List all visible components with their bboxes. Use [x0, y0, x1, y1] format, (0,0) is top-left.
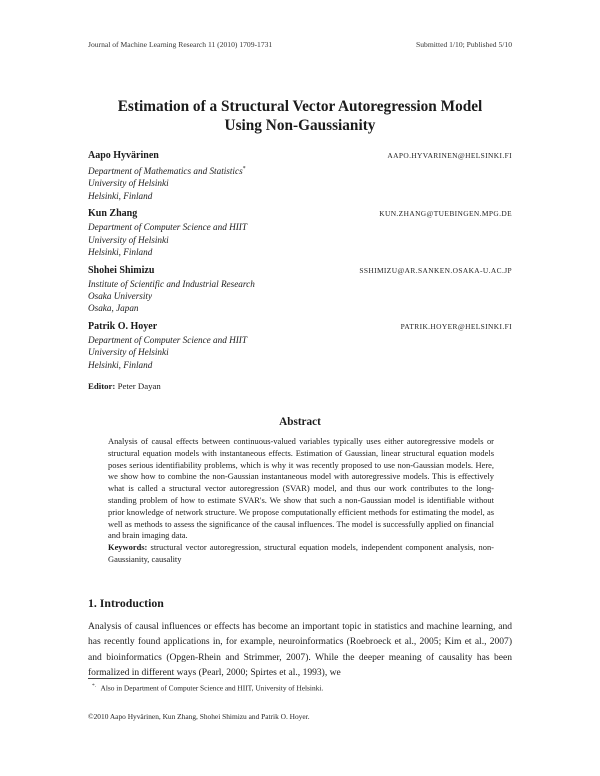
author-email[interactable]: PATRIK.HOYER@HELSINKI.FI [400, 321, 512, 331]
abstract-text: Analysis of causal effects between continuous-valued variables typically uses either autoregressive models or structural equation models with instantaneous effects. Estimation of Gaussian, linear structural equation models poses serious identifiability problems, which is why it was recently proposed to use non-Gaussian models. Here, we show how to combine the non-Gaussian instantaneous model with autoregressive models. This is effectively what is called a structural vector autoregression (SVAR) model, and thus our work contributes to the long-standing problem of how to estimate SVAR's. We show that such a non-Gaussian model is identifiable without prior knowledge of network structure. We propose computationally efficient methods for estimating the model, as well as methods to assess the significance of the causal influences. The model is successfully applied on financial and brain imaging data. [108, 436, 494, 541]
introduction-text: Analysis of causal influences or effects has become an important topic in statistics and machine learning, and has recently found applications in, for example, neuroinformatics (Roebroeck et al., 2005; Kim et al., 2007) and bioinformatics (Opgen-Rhein and Strimmer, 2007). While the deeper meaning of causality has been formalized in different ways (Pearl, 2000; Spirtes et al., 1993), we [88, 621, 512, 679]
affiliation-line: Helsinki, Finland [88, 359, 153, 370]
affiliation-line: Helsinki, Finland [88, 190, 153, 201]
introduction-body [88, 619, 512, 681]
author-name: Kun Zhang [88, 208, 138, 220]
affiliation-line: Osaka University [88, 290, 153, 301]
affiliation-line: University of Helsinki [88, 347, 169, 358]
author-name: Aapo Hyvärinen [88, 150, 159, 161]
affiliation-line: Institute of Scientific and Industrial Research [88, 278, 255, 289]
author-affiliation [88, 278, 512, 315]
submission-dates: Submitted 1/10; Published 5/10 [416, 40, 512, 49]
footnote-divider [88, 678, 180, 679]
affiliation-line: University of Helsinki [88, 178, 169, 189]
footnote-text: Also in Department of Computer Science and HIIT, University of Helsinki. [100, 683, 324, 693]
author-email[interactable]: AAPO.HYVARINEN@HELSINKI.FI [387, 151, 512, 160]
author-email[interactable]: SSHIMIZU@AR.SANKEN.OSAKA-U.AC.JP [359, 265, 512, 275]
editor-label: Editor: [88, 381, 116, 391]
footnote-marker: * [242, 166, 246, 172]
author-block [88, 265, 512, 315]
author-block [88, 321, 512, 371]
title-line-2: Using Non-Gaussianity [224, 117, 376, 134]
author-name: Patrik O. Hoyer [88, 320, 158, 332]
author-affiliation [88, 334, 512, 371]
keywords-label: Keywords: [108, 542, 148, 553]
author-list [88, 150, 512, 377]
affiliation-line: University of Helsinki [88, 234, 169, 245]
author-affiliation [88, 221, 512, 258]
affiliation-line: Department of Computer Science and HIIT [88, 334, 247, 345]
author-name: Shohei Shimizu [88, 264, 155, 276]
keywords-line [108, 542, 494, 566]
author-affiliation [88, 163, 512, 202]
abstract-heading: Abstract [279, 416, 321, 428]
copyright-notice: ©2010 Aapo Hyvärinen, Kun Zhang, Shohei Shimizu and Patrik O. Hoyer. [88, 712, 310, 721]
affiliation-line: Department of Computer Science and HIIT [88, 222, 247, 233]
affiliation-line: Osaka, Japan [88, 303, 139, 314]
author-block [88, 208, 512, 258]
section-heading-introduction: 1. Introduction [88, 596, 164, 610]
editor-line [88, 381, 161, 391]
footnote [92, 683, 323, 692]
author-block [88, 150, 512, 202]
footnote-mark: *. [92, 683, 97, 689]
keywords-text: structural vector autoregression, structural equation models, independent component analysis, non-Gaussianity, causality [108, 542, 494, 564]
abstract-body [108, 436, 494, 566]
affiliation-line: Helsinki, Finland [88, 247, 153, 258]
author-email[interactable]: KUN.ZHANG@TUEBINGEN.MPG.DE [379, 209, 512, 219]
running-header [88, 40, 512, 49]
title-line-1: Estimation of a Structural Vector Autoregression Model [117, 98, 483, 115]
paper-title [60, 97, 540, 135]
editor-name: Peter Dayan [117, 381, 161, 391]
journal-citation: Journal of Machine Learning Research 11 (2010) 1709-1731 [88, 40, 273, 49]
affiliation-line: Department of Mathematics and Statistics [88, 166, 243, 177]
